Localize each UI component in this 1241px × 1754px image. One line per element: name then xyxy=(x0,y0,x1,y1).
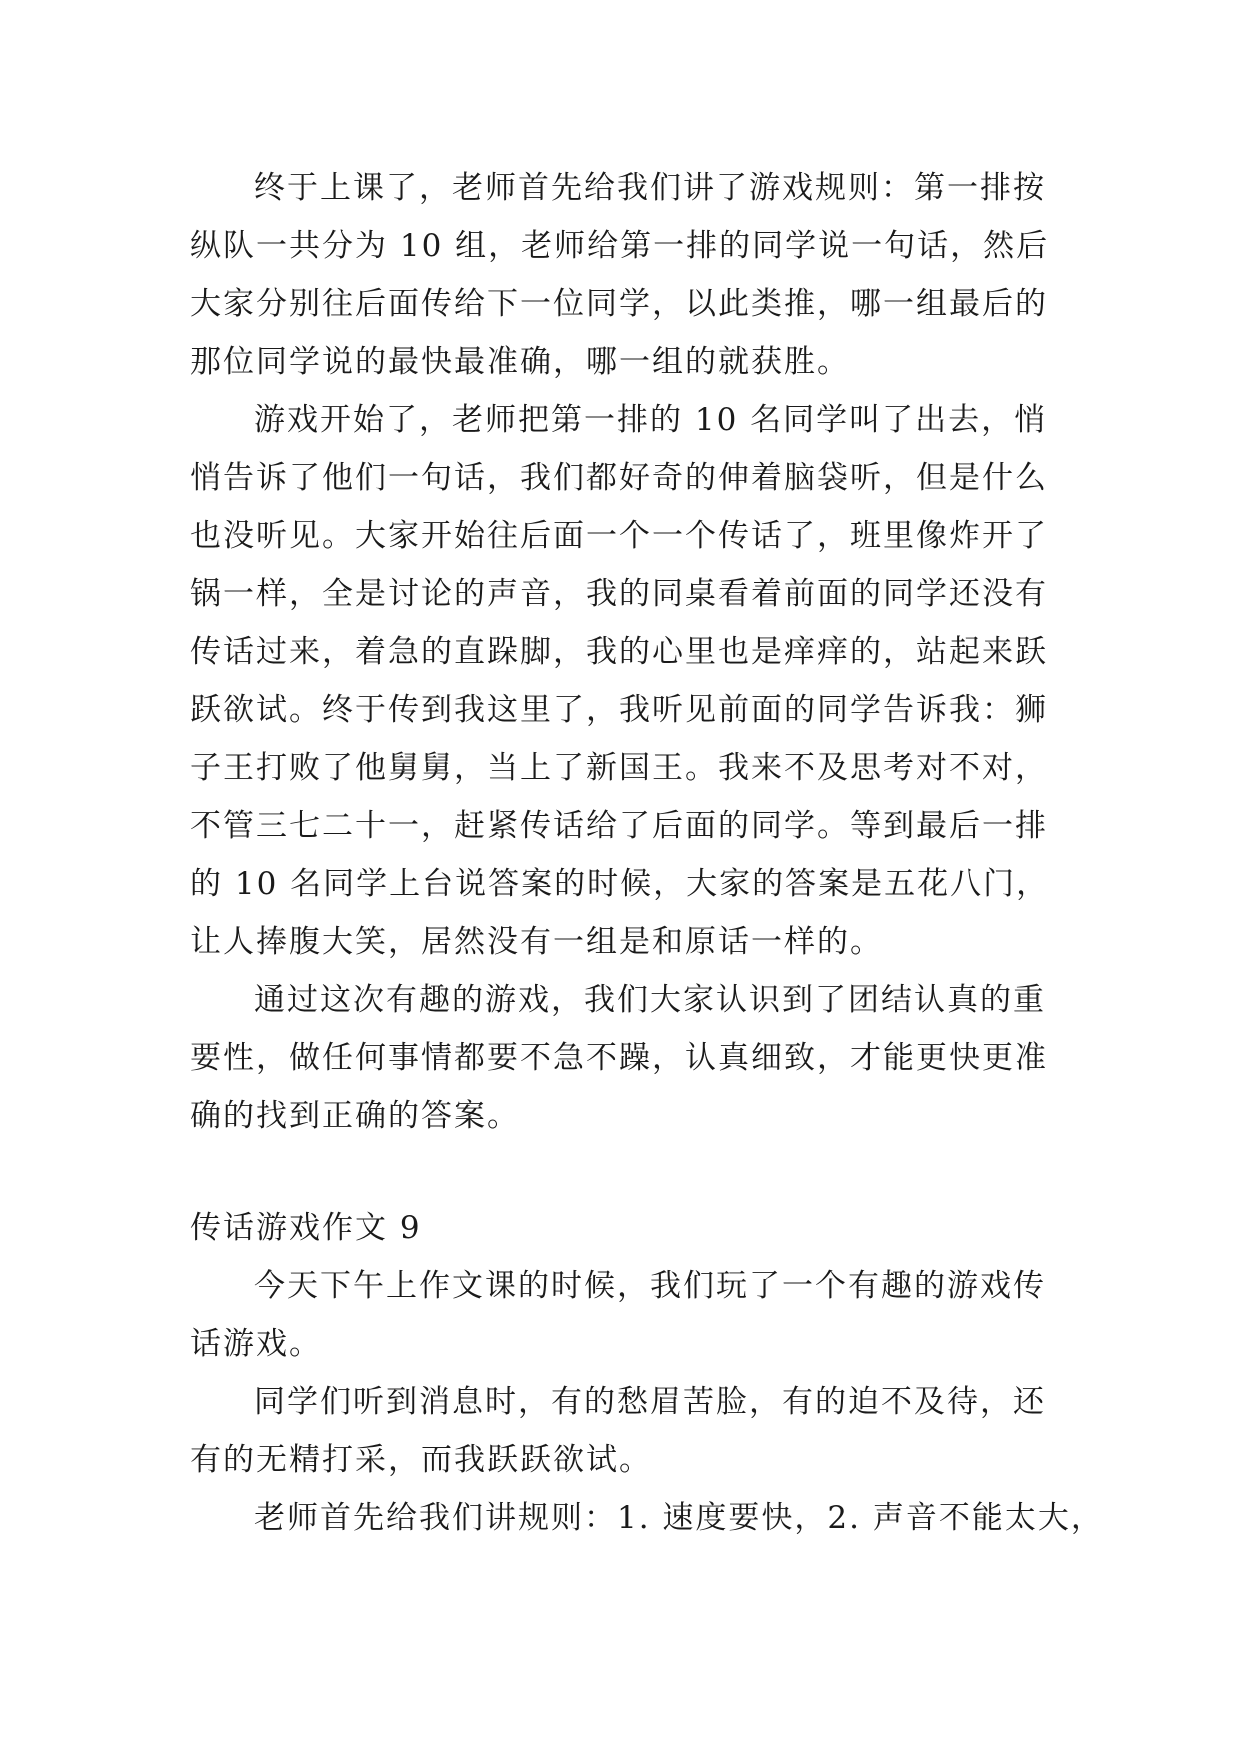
paragraph-line: 纵队一共分为 10 组，老师给第一排的同学说一句话，然后 xyxy=(190,228,1050,264)
paragraph-line: 锅一样，全是讨论的声音，我的同桌看着前面的同学还没有 xyxy=(190,576,1048,612)
paragraph-line: 确的找到正确的答案。 xyxy=(190,1098,520,1134)
paragraph-line: 子王打败了他舅舅，当上了新国王。我来不及思考对不对， xyxy=(190,750,1048,786)
paragraph-line: 同学们听到消息时，有的愁眉苦脸，有的迫不及待，还 xyxy=(254,1384,1046,1420)
paragraph-line: 老师首先给我们讲规则：1. 速度要快，2. 声音不能太大， xyxy=(254,1500,1104,1536)
paragraph-line: 不管三七二十一，赶紧传话给了后面的同学。等到最后一排 xyxy=(190,808,1048,844)
paragraph-line: 大家分别往后面传给下一位同学，以此类推，哪一组最后的 xyxy=(190,286,1048,322)
paragraph-line: 那位同学说的最快最准确，哪一组的就获胜。 xyxy=(190,344,850,380)
paragraph-line: 悄告诉了他们一句话，我们都好奇的伸着脑袋听，但是什么 xyxy=(190,460,1048,496)
section-heading: 传话游戏作文 9 xyxy=(190,1210,422,1246)
paragraph-line: 今天下午上作文课的时候，我们玩了一个有趣的游戏传 xyxy=(254,1268,1046,1304)
paragraph-line: 有的无精打采，而我跃跃欲试。 xyxy=(190,1442,652,1478)
paragraph-line: 话游戏。 xyxy=(190,1326,322,1362)
paragraph-line: 终于上课了，老师首先给我们讲了游戏规则：第一排按 xyxy=(254,170,1046,206)
paragraph-line: 通过这次有趣的游戏，我们大家认识到了团结认真的重 xyxy=(254,982,1046,1018)
paragraph-line: 游戏开始了，老师把第一排的 10 名同学叫了出去，悄 xyxy=(254,402,1048,438)
paragraph-line: 也没听见。大家开始往后面一个一个传话了，班里像炸开了 xyxy=(190,518,1048,554)
paragraph-line: 传话过来，着急的直跺脚，我的心里也是痒痒的，站起来跃 xyxy=(190,634,1048,670)
paragraph-line: 要性，做任何事情都要不急不躁，认真细致，才能更快更准 xyxy=(190,1040,1048,1076)
paragraph-line: 让人捧腹大笑，居然没有一组是和原话一样的。 xyxy=(190,924,883,960)
paragraph-line: 跃欲试。终于传到我这里了，我听见前面的同学告诉我：狮 xyxy=(190,692,1048,728)
paragraph-line: 的 10 名同学上台说答案的时候，大家的答案是五花八门， xyxy=(190,866,1050,902)
